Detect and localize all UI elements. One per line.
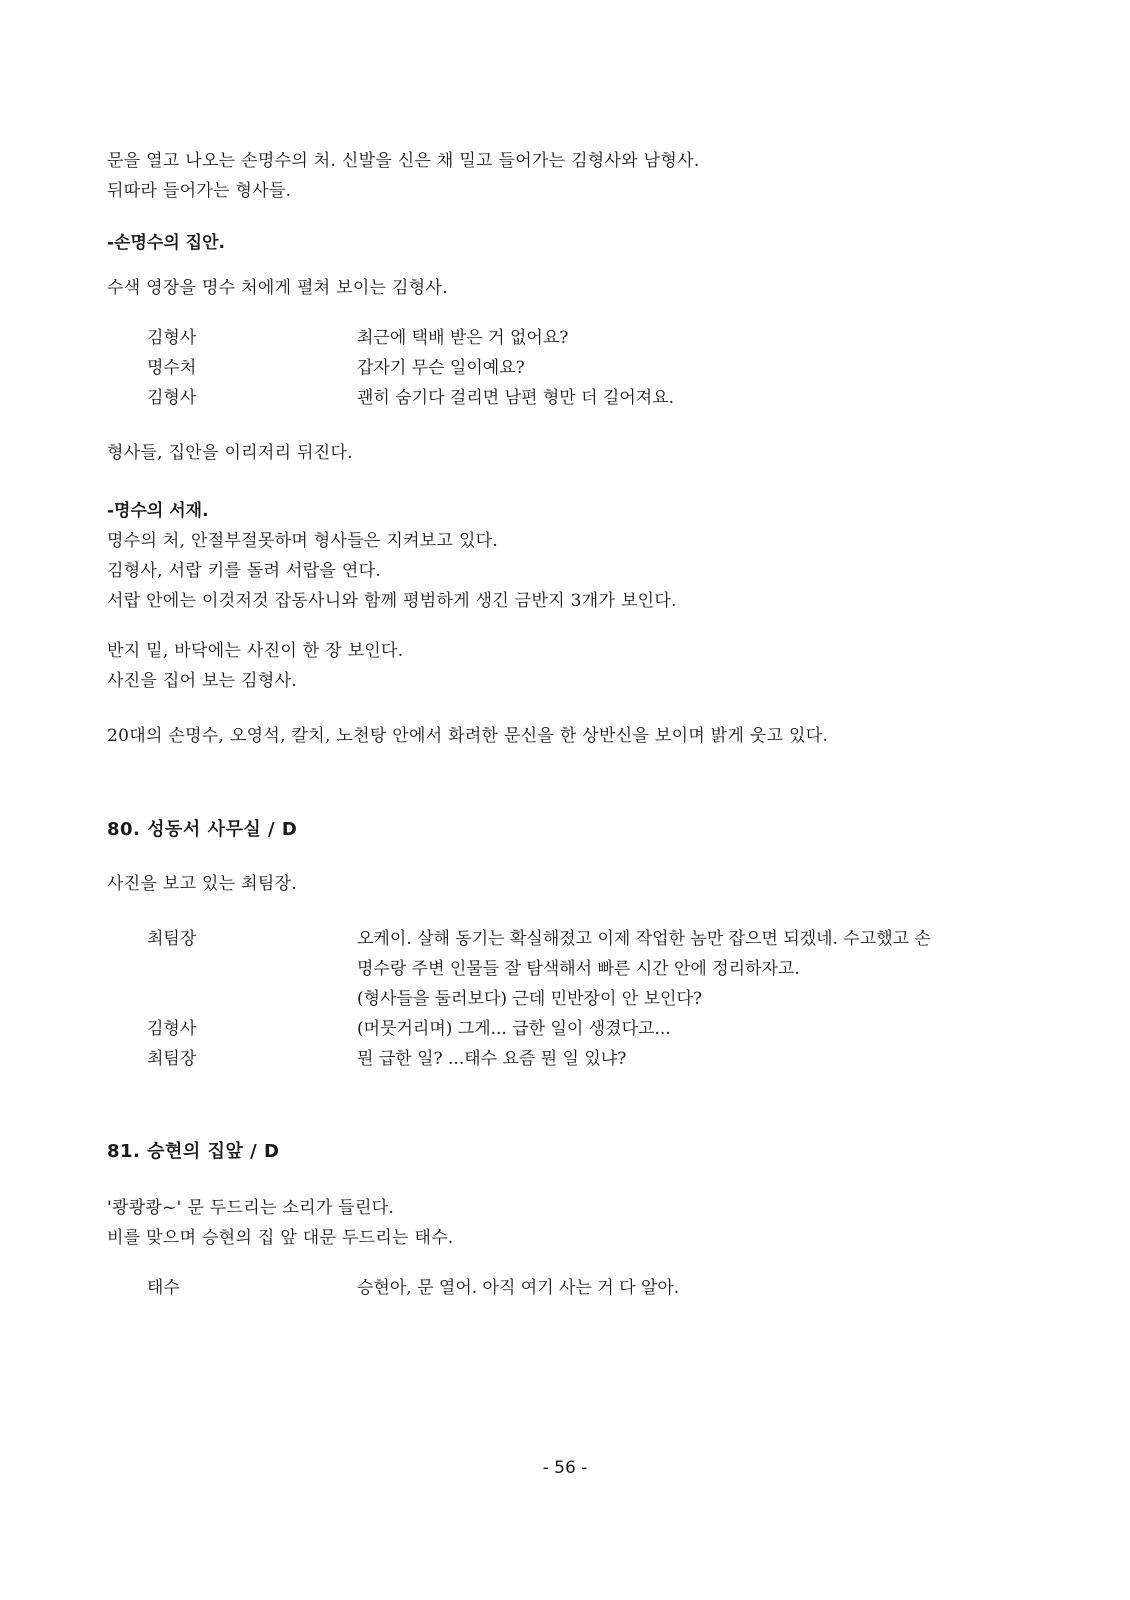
dialogue-line: [107, 353, 1027, 383]
action-block: [107, 273, 1027, 303]
dialogue-line: [107, 1273, 1027, 1303]
dialogue-line: [107, 1044, 1027, 1074]
scene-heading: 80. 성동서 사무실 / D: [107, 819, 298, 840]
action-line: 뒤따라 들어가는 형사들.: [107, 181, 292, 201]
scene-heading: 81. 승현의 집앞 / D: [107, 1141, 280, 1162]
action-line: 사진을 보고 있는 최팀장.: [107, 874, 298, 894]
dialogue-text-line: (머뭇거리며) 그게... 급한 일이 생겼다고...: [357, 1019, 671, 1039]
sub-heading: -손명수의 집안.: [107, 233, 225, 253]
action-block: [107, 1193, 1027, 1253]
character-name: 최팀장: [147, 1049, 197, 1069]
dialogue-text: [357, 383, 1027, 413]
sub-heading: -명수의 서재.: [107, 501, 209, 521]
character-name: 김형사: [147, 388, 197, 408]
page-number: - 56 -: [542, 1458, 588, 1478]
dialogue-text: [357, 1273, 1027, 1303]
dialogue-text-line: 갑자기 무슨 일이예요?: [357, 358, 525, 378]
dialogue-block: [107, 1273, 1027, 1303]
action-block: [107, 146, 1027, 206]
dialogue-text-line: 승현아, 문 열어. 아직 여기 사는 거 다 알아.: [357, 1278, 680, 1298]
action-block: [107, 438, 1027, 468]
action-line: 명수의 처, 안절부절못하며 형사들은 지켜보고 있다.: [107, 531, 499, 551]
character-name: 명수처: [147, 358, 197, 378]
action-line: 수색 영장을 명수 처에게 펼쳐 보이는 김형사.: [107, 278, 448, 298]
character-name: 태수: [147, 1278, 180, 1298]
action-line: 비를 맞으며 승현의 집 앞 대문 두드리는 태수.: [107, 1228, 454, 1248]
action-line: 문을 열고 나오는 손명수의 처. 신발을 신은 채 밀고 들어가는 김형사와 남형사.: [107, 151, 700, 171]
dialogue-text-line: 명수랑 주변 인물들 잘 탐색해서 빠른 시간 안에 정리하자고.: [357, 959, 800, 979]
dialogue-text-line: 괜히 숨기다 걸리면 남편 형만 더 길어져요.: [357, 388, 675, 408]
dialogue-text: [357, 1044, 1027, 1074]
dialogue-block: [107, 323, 1027, 413]
character-name: 김형사: [147, 1019, 197, 1039]
action-block: [107, 636, 1027, 696]
dialogue-text: [357, 353, 1027, 383]
dialogue-line: [107, 924, 1027, 1014]
action-line: 형사들, 집안을 이리저리 뒤진다.: [107, 443, 353, 463]
action-line: 반지 밑, 바닥에는 사진이 한 장 보인다.: [107, 641, 404, 661]
dialogue-text-line: (형사들을 둘러보다) 근데 민반장이 안 보인다?: [357, 989, 702, 1009]
dialogue-block: [107, 924, 1027, 1074]
dialogue-text: [357, 924, 1027, 1014]
action-line: '쾅쾅쾅~' 문 두드리는 소리가 들린다.: [107, 1198, 395, 1218]
dialogue-line: [107, 323, 1027, 353]
character-name: 김형사: [147, 328, 197, 348]
action-block: [107, 526, 1027, 616]
dialogue-text-line: 최근에 택배 받은 거 없어요?: [357, 328, 569, 348]
character-name: 최팀장: [147, 929, 197, 949]
dialogue-line: [107, 383, 1027, 413]
dialogue-text: [357, 1014, 1027, 1044]
action-line: 서랍 안에는 이것저것 잡동사니와 함께 평범하게 생긴 금반지 3개가 보인다.: [107, 591, 677, 611]
action-block: [107, 869, 1027, 899]
dialogue-text-line: 뭔 급한 일? ...태수 요즘 뭔 일 있냐?: [357, 1049, 627, 1069]
dialogue-text: [357, 323, 1027, 353]
action-block: [107, 721, 1027, 751]
action-line: 사진을 집어 보는 김형사.: [107, 671, 298, 691]
action-line: 김형사, 서랍 키를 돌려 서랍을 연다.: [107, 561, 382, 581]
dialogue-line: [107, 1014, 1027, 1044]
dialogue-text-line: 오케이. 살해 동기는 확실해졌고 이제 작업한 놈만 잡으면 되겠네. 수고했고 손: [357, 929, 931, 949]
script-body: [107, 146, 1027, 1303]
action-line: 20대의 손명수, 오영석, 칼치, 노천탕 안에서 화려한 문신을 한 상반신을 보이며 밝게 웃고 있다.: [107, 726, 829, 746]
